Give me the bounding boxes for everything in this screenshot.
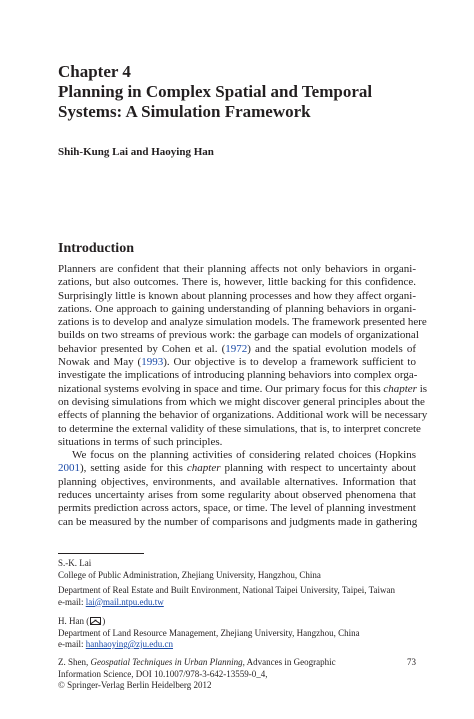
text-line — [58, 382, 428, 396]
publication-info — [58, 657, 418, 692]
text-line: zations is to develop and analyze simulation models. The framework presented here — [58, 316, 427, 329]
affiliation-lai — [58, 558, 418, 581]
author-name: S.-K. Lai — [58, 558, 92, 568]
chapter-title-line-2: Systems: A Simulation Framework — [58, 102, 311, 121]
text-line: reduces uncertainty arises from some regularity about observed phenomena that — [58, 489, 416, 502]
envelope-icon — [90, 617, 101, 625]
chapter-label: Chapter 4 — [58, 62, 131, 81]
book-title: Geospatial Techniques in Urban Planning — [90, 657, 243, 667]
email-line — [58, 639, 418, 651]
text-run: planning with respect to uncertainty about — [220, 462, 416, 475]
citation-link-cohen-1972[interactable]: 1972 — [225, 342, 248, 355]
text-line: We focus on the planning activities of considering related choices (Hopkins — [72, 449, 416, 462]
author-name-close: ) — [102, 616, 106, 626]
publication-line-1 — [58, 657, 418, 669]
text-run: ). Our objective is to develop a framework sufficient to — [163, 356, 416, 369]
text-line: situations in terms of such principles. — [58, 435, 223, 448]
text-line — [58, 343, 416, 356]
copyright-line: © Springer-Verlag Berlin Heidelberg 2012 — [58, 680, 212, 690]
email-label: e-mail: — [58, 596, 86, 607]
affiliation-lai-2 — [58, 585, 418, 608]
text-line: investigate the implications of introducing planning behaviors into complex orga- — [58, 369, 418, 382]
text-line: on devising simulations from which we might discover general principles about the — [58, 395, 425, 408]
text-line: can be measured by the number of comparisons and judgments made in gathering — [58, 515, 418, 528]
text-line: zations. One approach to gaining understanding of planning behaviors in organi- — [58, 302, 416, 315]
text-run: Nowak and May ( — [58, 356, 142, 369]
text-run: nizational systems evolving in space and time. Our primary focus for this — [58, 382, 384, 395]
footnote-divider — [58, 553, 144, 554]
text-line: effects of planning the behavior of organizations. Additional work will be necessary — [58, 409, 428, 422]
page-number: 73 — [407, 657, 416, 667]
citation-link-nowak-may-1993[interactable]: 1993 — [141, 356, 164, 369]
section-heading-introduction: Introduction — [58, 241, 134, 256]
text-line: zations, but also outcomes. There is, however, little backing for this confidence. — [58, 276, 416, 289]
chapter-title-line-1: Planning in Complex Spatial and Temporal — [58, 82, 373, 101]
author-list: Shih-Kung Lai and Haoying Han — [58, 146, 214, 158]
text-line: Planners are confident that their planning affects not only behaviors in organi- — [58, 263, 416, 275]
text-run: ), setting aside for this — [80, 462, 187, 475]
text-run: is — [416, 382, 428, 395]
text-line: planning objectives, environments, and available alternatives. Information that — [58, 475, 416, 488]
text-line: Surprisingly little is known about planning processes and how they affect organi- — [58, 289, 416, 302]
email-label: e-mail: — [58, 639, 86, 649]
text-line: builds on two streams of previous work: the garbage can models of organizational — [58, 329, 419, 342]
email-link-lai[interactable]: lai@mail.ntpu.edu.tw — [85, 596, 164, 607]
chapter-heading — [58, 62, 428, 122]
text-run: Z. Shen, — [58, 657, 91, 667]
text-line: to determine the external validity of these simulations, that is, to interpret concrete — [58, 422, 421, 435]
affiliation-han — [58, 616, 418, 651]
affiliation-line: Department of Real Estate and Built Environment, National Taipei University, Taipei, Taiwan — [58, 585, 395, 595]
text-line — [58, 356, 416, 369]
italic-run: chapter — [383, 382, 417, 395]
author-name-text: H. Han ( — [58, 616, 90, 626]
publication-line-2: Information Science, DOI 10.1007/978-3-642-13559-0_4, — [58, 668, 268, 679]
email-line — [58, 597, 418, 609]
citation-link-hopkins-2001[interactable]: 2001 — [58, 462, 80, 475]
affiliation-line: Department of Land Resource Management, Zhejiang University, Hangzhou, China — [58, 627, 360, 638]
paragraph-1 — [58, 263, 428, 449]
author-name — [58, 616, 418, 628]
italic-run: chapter — [186, 462, 221, 475]
affiliation-line: College of Public Administration, Zhejiang University, Hangzhou, China — [58, 569, 321, 580]
text-run: , Advances in Geographic — [242, 657, 336, 667]
text-run: behavior presented by Cohen et al. ( — [58, 342, 226, 355]
text-run: ) and the spatial evolution models of — [247, 342, 417, 355]
paragraph-2 — [58, 449, 416, 529]
body-text — [58, 263, 428, 529]
author-affiliations — [58, 558, 418, 659]
text-line: permits prediction across actors, space, or time. The level of planning investment — [58, 502, 416, 515]
text-line — [58, 462, 416, 475]
email-link-han[interactable]: hanhaoying@zju.edu.cn — [85, 639, 174, 649]
